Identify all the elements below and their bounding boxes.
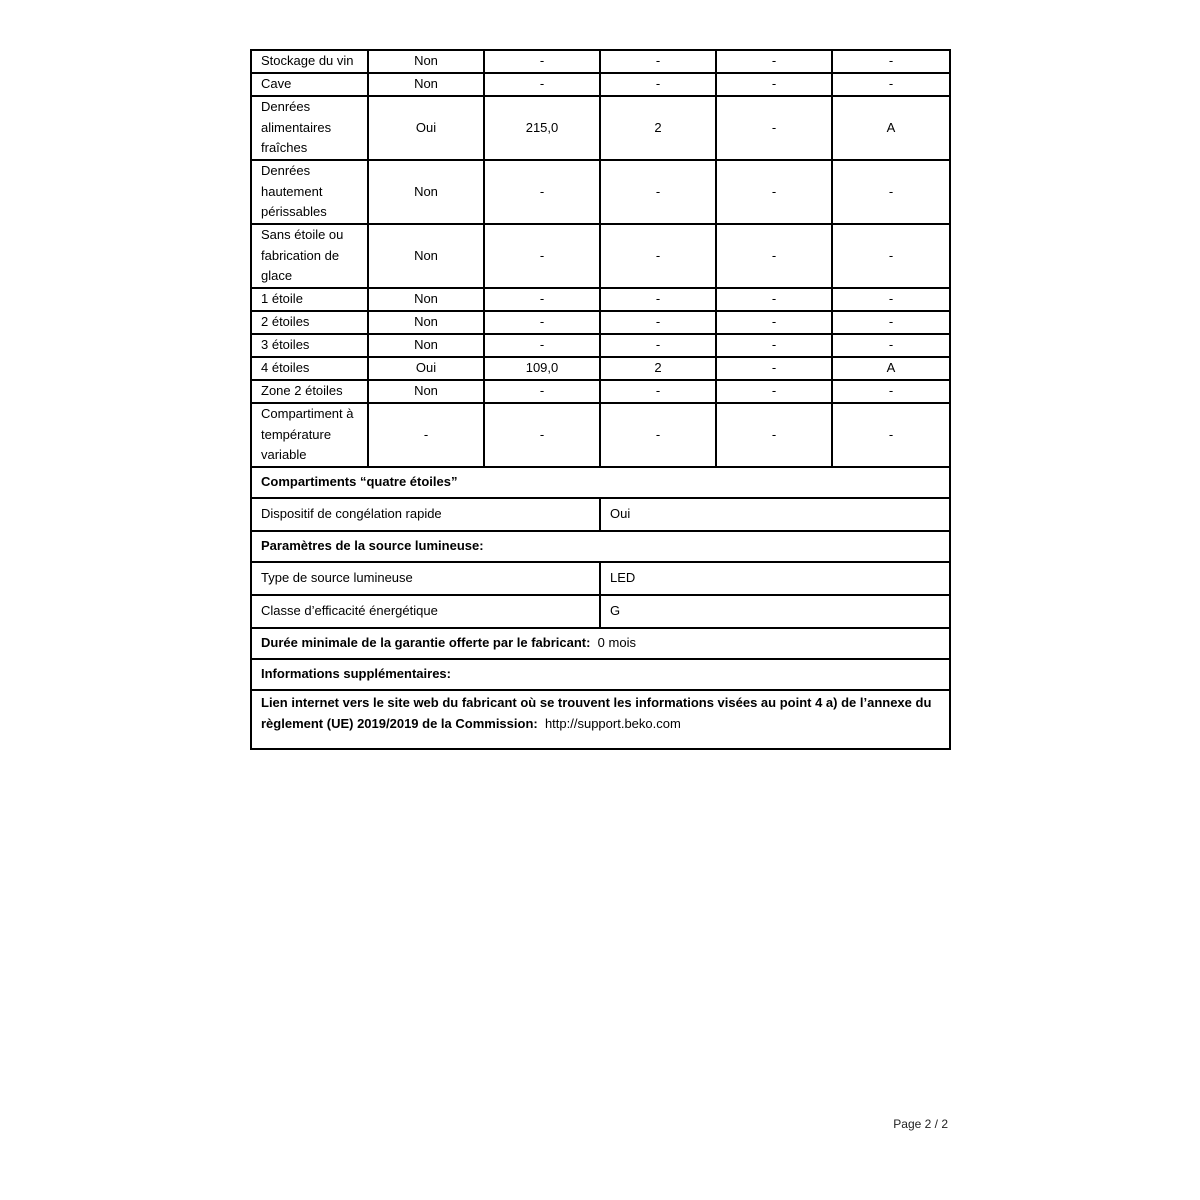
compartment-col6: - (832, 50, 950, 73)
warranty-cell (251, 628, 950, 659)
website-cell (251, 690, 950, 749)
compartment-label: Compartiment à température variable (251, 403, 368, 467)
compartment-volume: - (484, 50, 600, 73)
table-row-3-star (251, 334, 950, 357)
compartment-label: Sans étoile ou fabrication de glace (251, 224, 368, 288)
table-row-4-star (251, 357, 950, 380)
compartment-volume: 109,0 (484, 357, 600, 380)
compartment-present: Non (368, 334, 484, 357)
table-row-fresh-food (251, 96, 950, 160)
table-row-2-star (251, 311, 950, 334)
compartment-present: Non (368, 288, 484, 311)
compartment-temp: - (600, 288, 716, 311)
page-indicator: Page 2 / 2 (893, 1117, 948, 1131)
table-row-highly-perishable (251, 160, 950, 224)
compartment-present: Non (368, 160, 484, 224)
additional-info-heading: Informations supplémentaires: (251, 659, 950, 690)
compartment-present: Non (368, 224, 484, 288)
compartment-present: Non (368, 73, 484, 96)
compartment-label: 3 étoiles (251, 334, 368, 357)
compartment-col5: - (716, 160, 832, 224)
compartment-temp: - (600, 160, 716, 224)
compartment-col6: - (832, 403, 950, 467)
compartment-col6: - (832, 224, 950, 288)
compartment-col6: A (832, 96, 950, 160)
compartment-label: Denrées hautement périssables (251, 160, 368, 224)
compartment-volume: - (484, 288, 600, 311)
compartment-col5: - (716, 288, 832, 311)
compartment-col5: - (716, 380, 832, 403)
website-label: Lien internet vers le site web du fabricant où se trouvent les informations visées au point 4 a) de l’annexe du règlement (UE) 2019/2019 de la Commission: (261, 695, 932, 731)
compartment-col5: - (716, 224, 832, 288)
table-row-wine-storage (251, 50, 950, 73)
compartment-label: Cave (251, 73, 368, 96)
compartment-col5: - (716, 96, 832, 160)
compartment-col5: - (716, 311, 832, 334)
table-row-cellar (251, 73, 950, 96)
light-source-type-label: Type de source lumineuse (251, 562, 600, 595)
fast-freeze-row (251, 498, 950, 531)
light-source-type-value: LED (600, 562, 950, 595)
compartment-present: Non (368, 50, 484, 73)
compartment-temp: - (600, 50, 716, 73)
compartment-present: Non (368, 380, 484, 403)
compartment-temp: 2 (600, 96, 716, 160)
fast-freeze-label: Dispositif de congélation rapide (251, 498, 600, 531)
compartment-volume: - (484, 224, 600, 288)
four-star-section-header (251, 467, 950, 498)
compartment-label: 4 étoiles (251, 357, 368, 380)
compartment-temp: - (600, 311, 716, 334)
compartment-volume: - (484, 160, 600, 224)
compartment-col6: - (832, 334, 950, 357)
compartment-volume: - (484, 380, 600, 403)
compartment-label: Denrées alimentaires fraîches (251, 96, 368, 160)
four-star-heading: Compartiments “quatre étoiles” (251, 467, 950, 498)
energy-class-row (251, 595, 950, 628)
compartment-col5: - (716, 403, 832, 467)
table-row-zone-2-star (251, 380, 950, 403)
compartment-col6: - (832, 311, 950, 334)
website-url-link[interactable]: http://support.beko.com (544, 715, 681, 731)
compartment-temp: - (600, 380, 716, 403)
compartment-temp: - (600, 73, 716, 96)
fast-freeze-value: Oui (600, 498, 950, 531)
compartment-temp: 2 (600, 357, 716, 380)
compartment-col5: - (716, 50, 832, 73)
compartment-temp: - (600, 403, 716, 467)
table-row-1-star (251, 288, 950, 311)
warranty-row (251, 628, 950, 659)
energy-class-label: Classe d’efficacité énergétique (251, 595, 600, 628)
compartment-present: Oui (368, 96, 484, 160)
compartment-col5: - (716, 334, 832, 357)
compartment-label: 2 étoiles (251, 311, 368, 334)
compartment-present: Oui (368, 357, 484, 380)
compartment-volume: - (484, 311, 600, 334)
warranty-label: Durée minimale de la garantie offerte par le fabricant: (261, 635, 591, 651)
compartment-col6: - (832, 380, 950, 403)
light-source-type-row (251, 562, 950, 595)
compartment-volume: - (484, 73, 600, 96)
compartment-col5: - (716, 73, 832, 96)
compartment-present: Non (368, 311, 484, 334)
compartment-col5: - (716, 357, 832, 380)
compartment-present: - (368, 403, 484, 467)
compartment-label: Stockage du vin (251, 50, 368, 73)
compartment-spec-table (250, 49, 951, 750)
compartment-col6: - (832, 288, 950, 311)
compartment-label: 1 étoile (251, 288, 368, 311)
light-source-heading: Paramètres de la source lumineuse: (251, 531, 950, 562)
compartment-volume: - (484, 403, 600, 467)
table-row-variable-temp (251, 403, 950, 467)
compartment-temp: - (600, 224, 716, 288)
compartment-temp: - (600, 334, 716, 357)
energy-class-value: G (600, 595, 950, 628)
website-row (251, 690, 950, 749)
compartment-label: Zone 2 étoiles (251, 380, 368, 403)
compartment-col6: - (832, 73, 950, 96)
light-source-section-header (251, 531, 950, 562)
compartment-volume: 215,0 (484, 96, 600, 160)
additional-info-row (251, 659, 950, 690)
table-row-no-star-ice (251, 224, 950, 288)
compartment-col6: A (832, 357, 950, 380)
warranty-value: 0 mois (597, 635, 636, 651)
compartment-col6: - (832, 160, 950, 224)
compartment-volume: - (484, 334, 600, 357)
